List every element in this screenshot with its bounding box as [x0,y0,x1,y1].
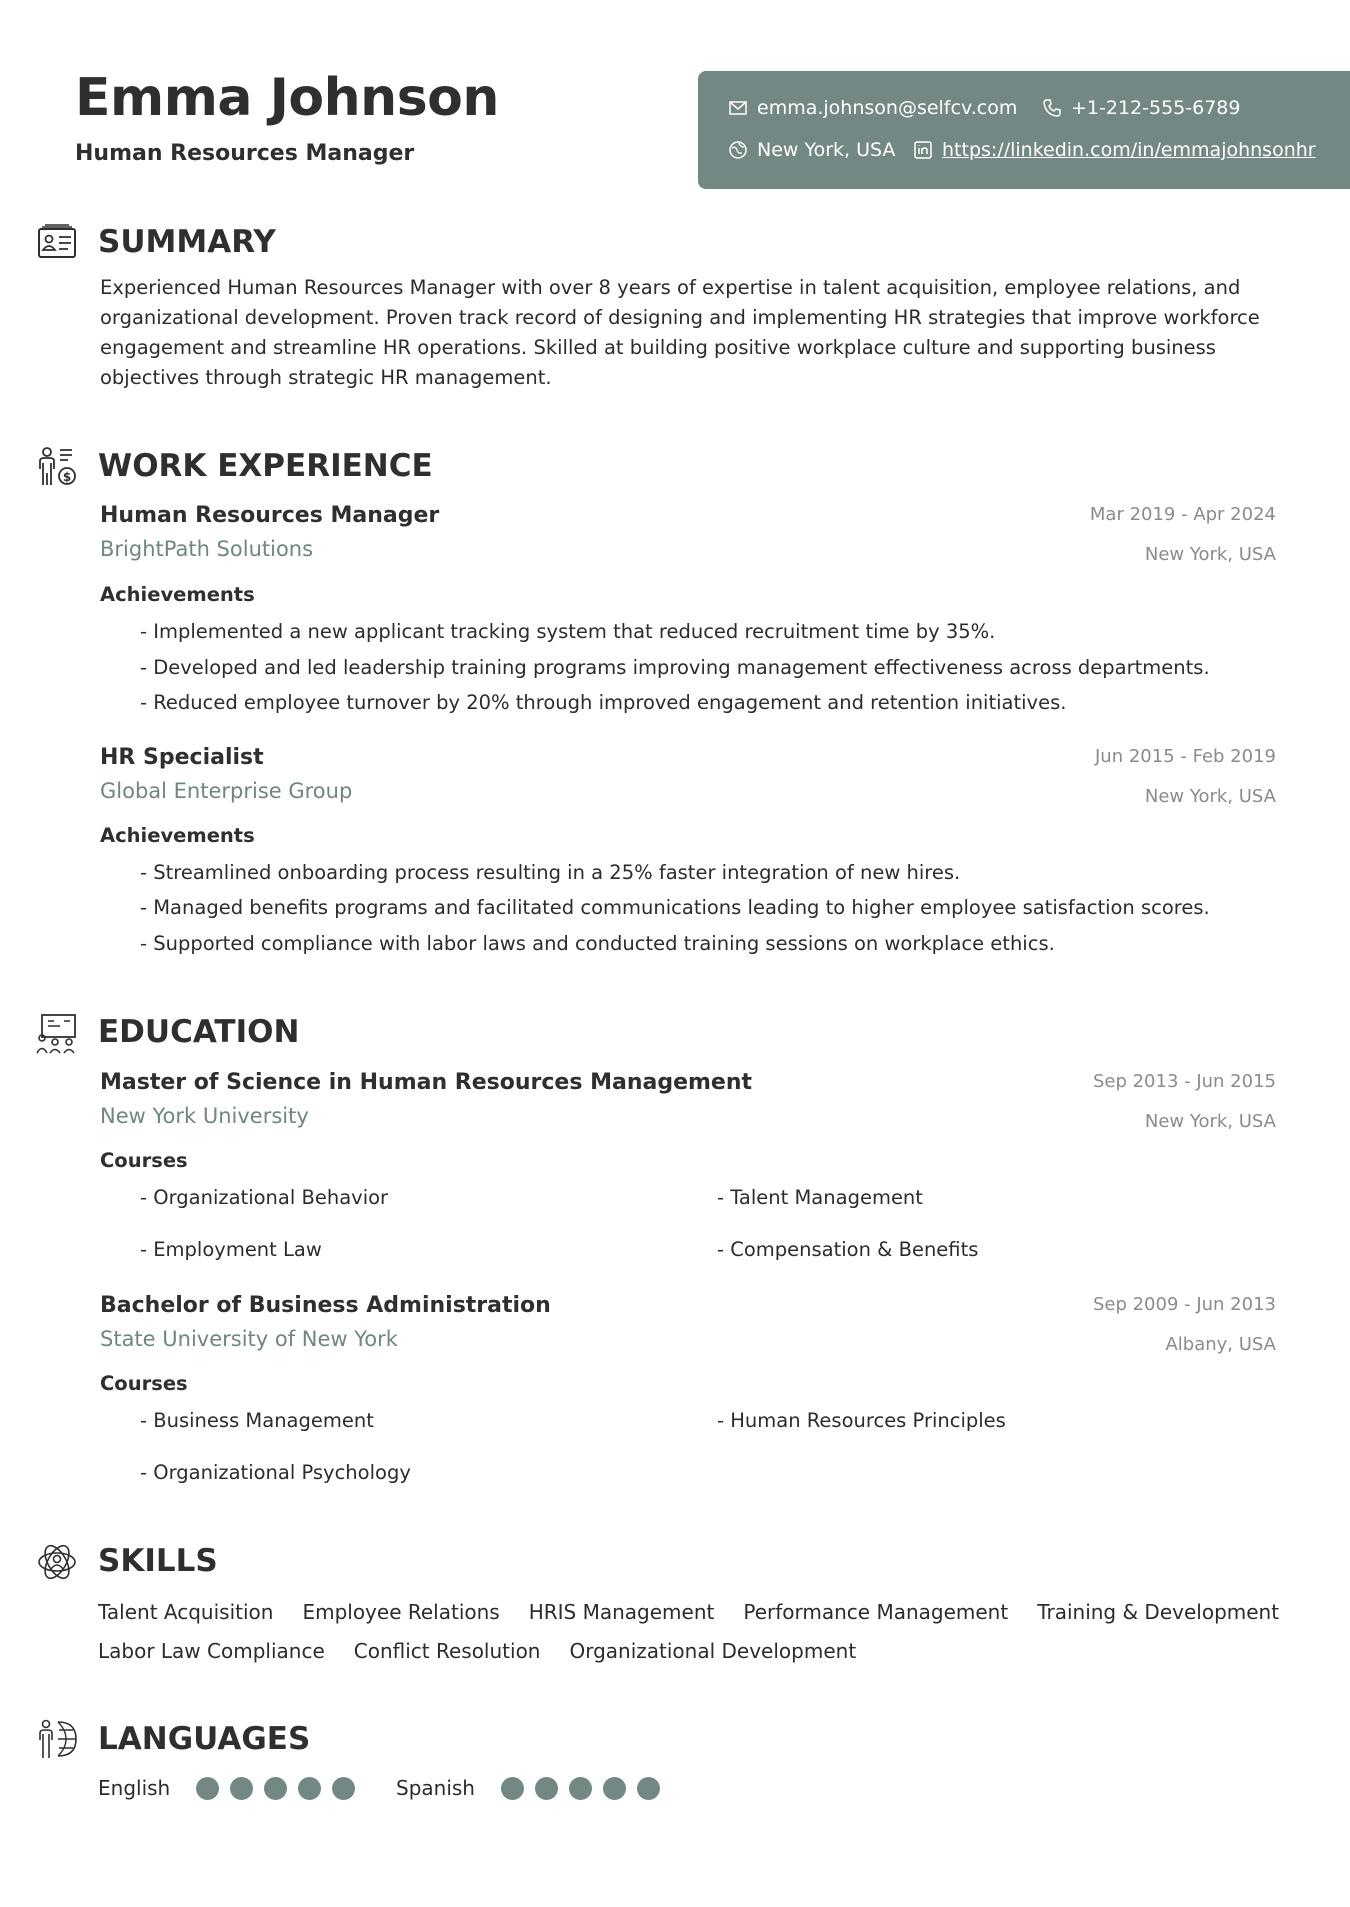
skill-item: Training & Development [1037,1600,1280,1624]
skills-row-2 [98,1639,885,1663]
job-title: Human Resources Manager [100,503,440,528]
classroom-icon [36,1012,78,1054]
proficiency-dot [332,1777,355,1800]
skill-item: Talent Acquisition [98,1600,274,1624]
achievement-item: - Developed and led leadership training programs improving management effectiveness across departments. [140,656,1210,679]
degree-school: New York University [100,1104,309,1128]
degree-school: State University of New York [100,1327,398,1351]
skills-row-1 [98,1600,1308,1624]
summary-heading: SUMMARY [98,224,276,260]
skills-heading: SKILLS [98,1543,218,1579]
email-text: emma.johnson@selfcv.com [757,97,1018,119]
contact-linkedin[interactable] [913,139,1316,161]
degree-location: Albany, USA [1165,1334,1276,1355]
course-item: - Employment Law [140,1238,322,1261]
language-globe-icon [36,1718,78,1760]
degree-title: Bachelor of Business Administration [100,1293,551,1318]
achievement-item: - Streamlined onboarding process resulting in a 25% faster integration of new hires. [140,861,961,884]
phone-text: +1-212-555-6789 [1071,97,1241,119]
envelope-icon [728,98,748,118]
contact-location [728,139,895,161]
proficiency-dot [637,1777,660,1800]
course-item: - Talent Management [717,1186,923,1209]
proficiency-dot [196,1777,219,1800]
proficiency-dot [501,1777,524,1800]
contact-email[interactable] [728,97,1017,119]
location-text: New York, USA [757,139,896,161]
proficiency-dot [264,1777,287,1800]
achievements-heading: Achievements [100,824,255,847]
skills-network-icon [36,1541,78,1583]
globe-icon [728,140,748,160]
language-name: English [98,1776,171,1800]
summary-text: Experienced Human Resources Manager with over 8 years of expertise in talent acquisition, employee relations, and organizational development. Proven track record of designing and implementing HR strategies that improve workforce engagement and streamline HR operations. Skilled at building positive workplace culture and supporting business objectives through strategic HR management. [100,276,1260,389]
course-item: - Organizational Behavior [140,1186,389,1209]
courses-heading: Courses [100,1372,188,1395]
degree-dates: Sep 2009 - Jun 2013 [1092,1294,1276,1315]
job-dates: Mar 2019 - Apr 2024 [1089,504,1276,525]
job-location: New York, USA [1144,544,1276,565]
proficiency-dots [501,1777,660,1800]
degree-title: Master of Science in Human Resources Management [100,1070,753,1095]
proficiency-dot [569,1777,592,1800]
education-heading: EDUCATION [98,1014,300,1050]
skill-item: Organizational Development [569,1639,857,1663]
achievement-item: - Supported compliance with labor laws and conducted training sessions on workplace ethics. [140,932,1055,955]
candidate-title: Human Resources Manager [75,141,415,166]
achievement-item: - Implemented a new applicant tracking system that reduced recruitment time by 35%. [140,620,996,643]
phone-icon [1042,98,1062,118]
language-entry [98,1776,355,1800]
linkedin-link[interactable]: https://linkedin.com/in/emmajohnsonhr [942,139,1316,161]
linkedin-icon [913,140,933,160]
job-company: Global Enterprise Group [100,779,353,803]
contact-phone[interactable] [1042,97,1240,119]
employee-salary-icon [36,445,78,487]
job-company: BrightPath Solutions [100,537,314,561]
courses-heading: Courses [100,1149,188,1172]
contact-panel [698,71,1350,189]
achievement-item: - Reduced employee turnover by 20% through improved engagement and retention initiatives. [140,691,1067,714]
languages-heading: LANGUAGES [98,1721,311,1757]
proficiency-dots [196,1777,355,1800]
course-item: - Compensation & Benefits [717,1238,979,1261]
language-name: Spanish [396,1776,475,1800]
skill-item: Performance Management [743,1600,1009,1624]
skill-item: Labor Law Compliance [98,1639,325,1663]
svg-text:$: $ [62,470,72,484]
skill-item: HRIS Management [528,1600,715,1624]
course-item: - Organizational Psychology [140,1461,411,1484]
proficiency-dot [603,1777,626,1800]
proficiency-dot [230,1777,253,1800]
job-dates: Jun 2015 - Feb 2019 [1095,746,1276,767]
achievement-item: - Managed benefits programs and facilitated communications leading to higher employee satisfaction scores. [140,896,1210,919]
proficiency-dot [298,1777,321,1800]
course-item: - Human Resources Principles [717,1409,1006,1432]
experience-heading: WORK EXPERIENCE [98,448,433,484]
job-location: New York, USA [1144,786,1276,807]
skill-item: Conflict Resolution [353,1639,541,1663]
course-item: - Business Management [140,1409,374,1432]
degree-location: New York, USA [1144,1111,1276,1132]
language-entry [396,1776,660,1800]
id-card-icon [36,221,78,263]
skill-item: Employee Relations [302,1600,500,1624]
proficiency-dot [535,1777,558,1800]
candidate-name: Emma Johnson [75,68,499,128]
job-title: HR Specialist [100,745,264,770]
achievements-heading: Achievements [100,583,255,606]
degree-dates: Sep 2013 - Jun 2015 [1092,1071,1276,1092]
